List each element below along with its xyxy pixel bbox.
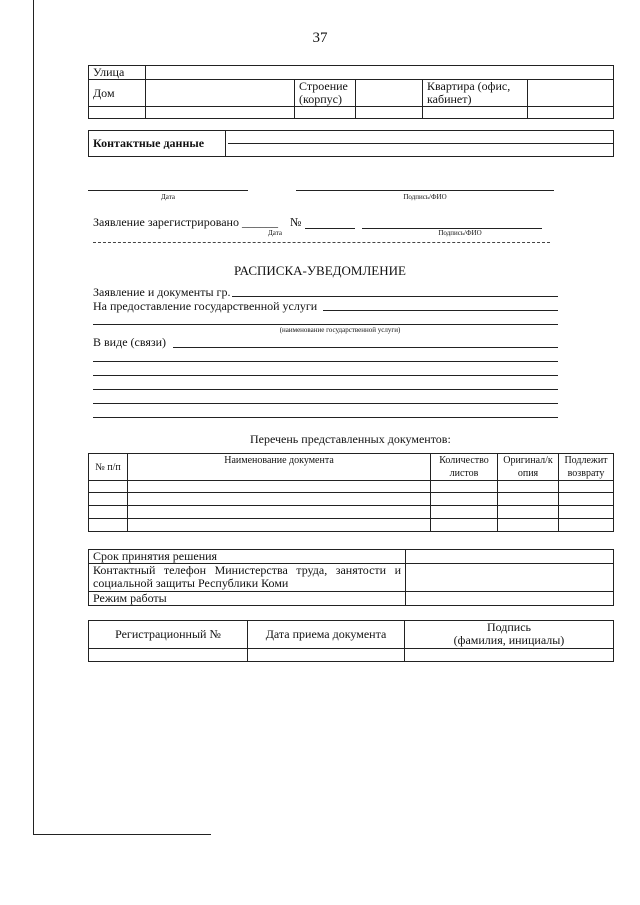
info-decision-term-value[interactable] (406, 550, 614, 564)
date-caption: Дата (161, 193, 175, 201)
documents-header-sheets: Количество листов (431, 454, 498, 481)
apartment-label: Квартира (офис, кабинет) (423, 80, 528, 107)
registration-number-header: Регистрационный № (89, 621, 248, 649)
signature-caption: Подпись/ФИО (403, 193, 447, 201)
registered-signature-caption: Подпись/ФИО (438, 229, 482, 237)
building-label: Строение (корпус) (295, 80, 356, 107)
house-field[interactable] (146, 80, 295, 107)
receipt-service-label: На предоставление государственной услуги (93, 299, 318, 313)
documents-title: Перечень представленных документов: (250, 432, 451, 446)
documents-header-number: № п/п (89, 454, 128, 481)
page-number: 37 (312, 30, 328, 46)
table-row (89, 506, 614, 519)
info-decision-term-label: Срок принятия решения (89, 550, 406, 564)
registered-label: Заявление зарегистрировано ______ (93, 215, 278, 229)
contacts-line (228, 143, 614, 144)
table-row (89, 519, 614, 532)
apartment-field[interactable] (528, 80, 614, 107)
info-table (88, 549, 614, 606)
receipt-title: РАСПИСКА-УВЕДОМЛЕНИЕ (234, 263, 406, 278)
documents-header-name: Наименование документа (128, 454, 431, 481)
table-row (89, 493, 614, 506)
registered-number-line[interactable] (305, 228, 355, 229)
info-work-hours-value[interactable] (406, 592, 614, 606)
receipt-line-d[interactable] (93, 403, 558, 404)
registration-date-header: Дата приема документа (248, 621, 405, 649)
receipt-service-line[interactable] (323, 310, 558, 311)
info-phone-label: Контактный телефон Министерства труда, занятости и социальной защиты Республики Коми (89, 564, 406, 592)
contacts-label: Контактные данные (89, 131, 226, 157)
receipt-line-b[interactable] (93, 375, 558, 376)
street-field[interactable] (146, 66, 614, 80)
page-left-border (33, 0, 34, 835)
documents-table (88, 453, 614, 532)
number-sign: № (290, 215, 302, 229)
page-bottom-border (33, 834, 211, 835)
building-field[interactable] (356, 80, 423, 107)
info-work-hours-label: Режим работы (89, 592, 406, 606)
receipt-via-line[interactable] (173, 347, 558, 348)
receipt-via-label: В виде (связи) (93, 335, 167, 349)
documents-header-original: Оригинал/к опия (498, 454, 559, 481)
separator-dashed-line (93, 242, 550, 243)
receipt-applicant-line[interactable] (232, 296, 558, 297)
receipt-applicant-label: Заявление и документы гр. (93, 285, 231, 299)
table-row (89, 481, 614, 493)
receipt-service-line-2[interactable] (93, 324, 558, 325)
date-line[interactable] (88, 190, 248, 191)
registration-signature-header: Подпись (фамилия, инициалы) (405, 621, 614, 649)
address-table (88, 65, 614, 119)
info-phone-value[interactable] (406, 564, 614, 592)
registered-date-caption: Дата (268, 229, 282, 237)
receipt-service-caption: (наименование государственной услуги) (279, 326, 401, 334)
table-row (89, 649, 614, 662)
registration-table (88, 620, 614, 662)
signature-line[interactable] (296, 190, 554, 191)
registration-number-field[interactable] (89, 649, 248, 662)
documents-header-return: Подлежит возврату (559, 454, 614, 481)
street-label: Улица (89, 66, 146, 80)
registration-signature-field[interactable] (405, 649, 614, 662)
receipt-line-a[interactable] (93, 361, 558, 362)
receipt-line-e[interactable] (93, 417, 558, 418)
house-label: Дом (89, 80, 146, 107)
registration-date-field[interactable] (248, 649, 405, 662)
receipt-line-c[interactable] (93, 389, 558, 390)
